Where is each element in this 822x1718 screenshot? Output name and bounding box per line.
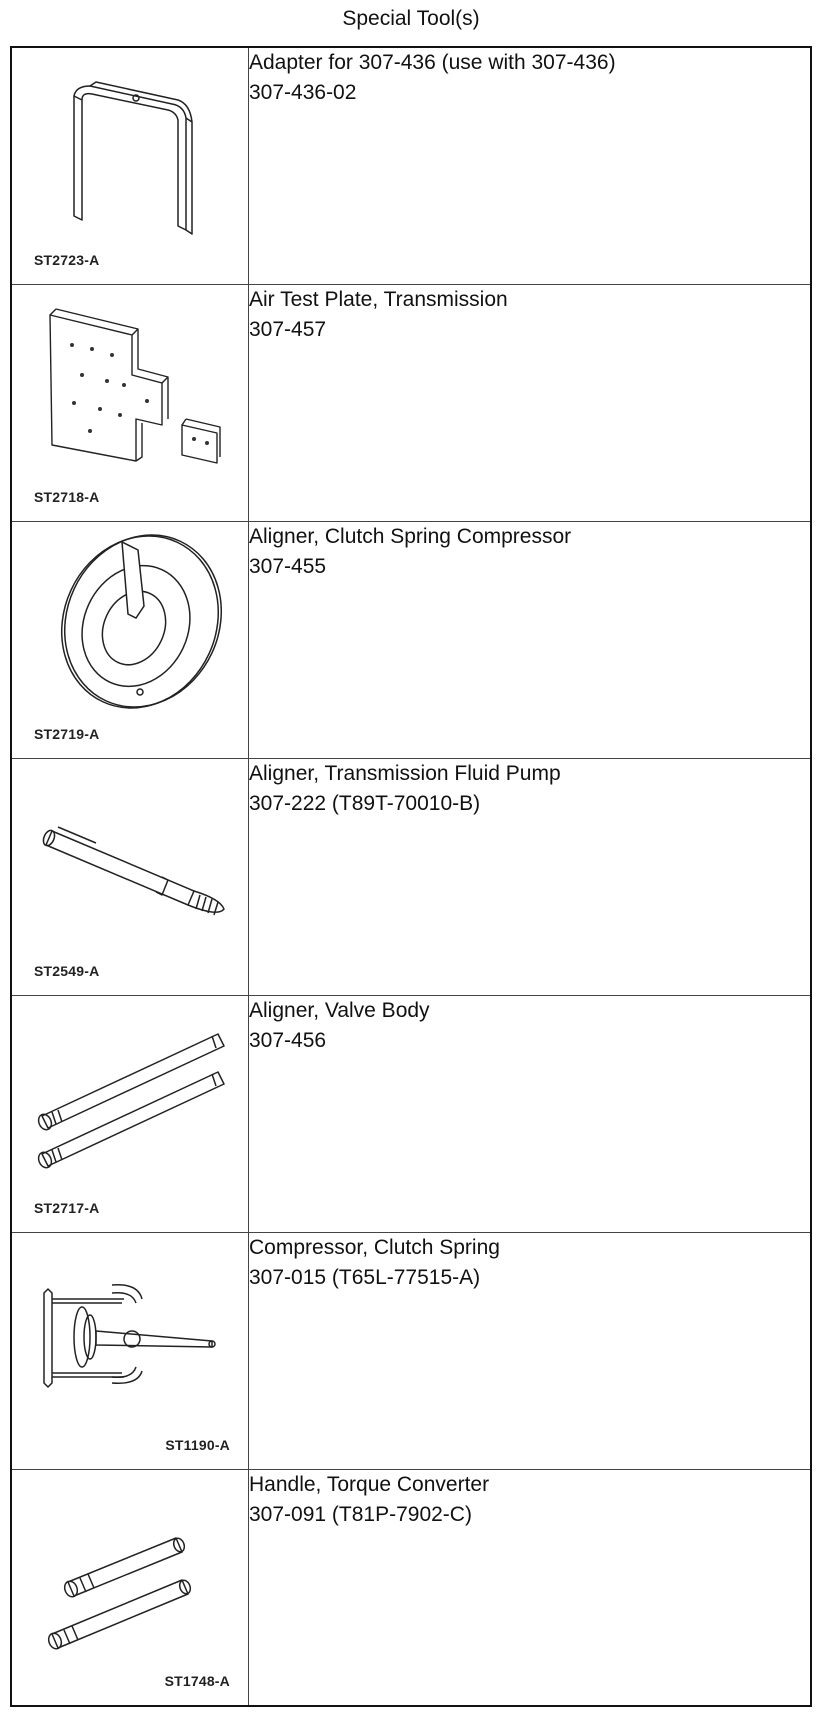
tool-name: Air Test Plate, Transmission [249, 287, 508, 311]
table-row [11, 1232, 811, 1469]
tool-description [249, 1232, 812, 1469]
pump-aligner-shaft-icon [12, 759, 248, 996]
image-code-label: ST2549-A [34, 962, 100, 979]
tool-part-number: 307-436-02 [249, 81, 357, 104]
air-test-plate-icon [12, 285, 248, 522]
tool-image-cell [11, 1232, 249, 1469]
table-row [11, 47, 811, 284]
tool-name: Adapter for 307-436 (use with 307-436) [249, 51, 616, 74]
aligner-disc-icon [12, 522, 248, 759]
table-row [11, 995, 811, 1232]
tool-description [249, 521, 812, 758]
tool-part-number: 307-456 [249, 1028, 327, 1052]
tool-image-cell [11, 1469, 249, 1706]
tool-name: Aligner, Transmission Fluid Pump [249, 761, 561, 785]
tool-part-number: 307-455 [249, 554, 327, 578]
tool-description [249, 284, 812, 521]
spring-compressor-icon [12, 1233, 248, 1470]
page-title: Special Tool(s) [342, 7, 480, 30]
table-row [11, 284, 811, 521]
tool-image-cell [11, 995, 249, 1232]
tool-name: Aligner, Clutch Spring Compressor [249, 524, 572, 548]
tool-description [249, 1469, 812, 1706]
adapter-bracket-icon [12, 48, 248, 285]
valve-body-pins-icon [12, 996, 248, 1233]
tool-part-number: 307-457 [249, 317, 327, 341]
table-row [11, 1469, 811, 1706]
tool-part-number: 307-015 (T65L-77515-A) [249, 1265, 481, 1289]
special-tools-table [10, 46, 812, 1707]
tool-image-cell [11, 758, 249, 995]
tool-name: Handle, Torque Converter [249, 1472, 490, 1496]
image-code-label: ST2719-A [34, 725, 100, 742]
table-row [11, 758, 811, 995]
tool-part-number: 307-222 (T89T-70010-B) [249, 791, 481, 815]
tool-image-cell [11, 521, 249, 758]
converter-handles-icon [12, 1470, 248, 1707]
table-row [11, 521, 811, 758]
image-code-label: ST1190-A [165, 1436, 230, 1453]
tool-description [249, 995, 812, 1232]
image-code-label: ST2717-A [34, 1199, 100, 1216]
tool-image-cell [11, 284, 249, 521]
image-code-label: ST1748-A [164, 1673, 230, 1689]
image-code-label: ST2723-A [34, 251, 100, 268]
tool-name: Aligner, Valve Body [249, 998, 430, 1022]
tool-description [249, 758, 812, 995]
tool-description [249, 47, 812, 284]
tool-part-number: 307-091 (T81P-7902-C) [249, 1502, 472, 1526]
tool-name: Compressor, Clutch Spring [249, 1235, 500, 1259]
tool-image-cell [11, 47, 249, 284]
image-code-label: ST2718-A [34, 488, 100, 505]
